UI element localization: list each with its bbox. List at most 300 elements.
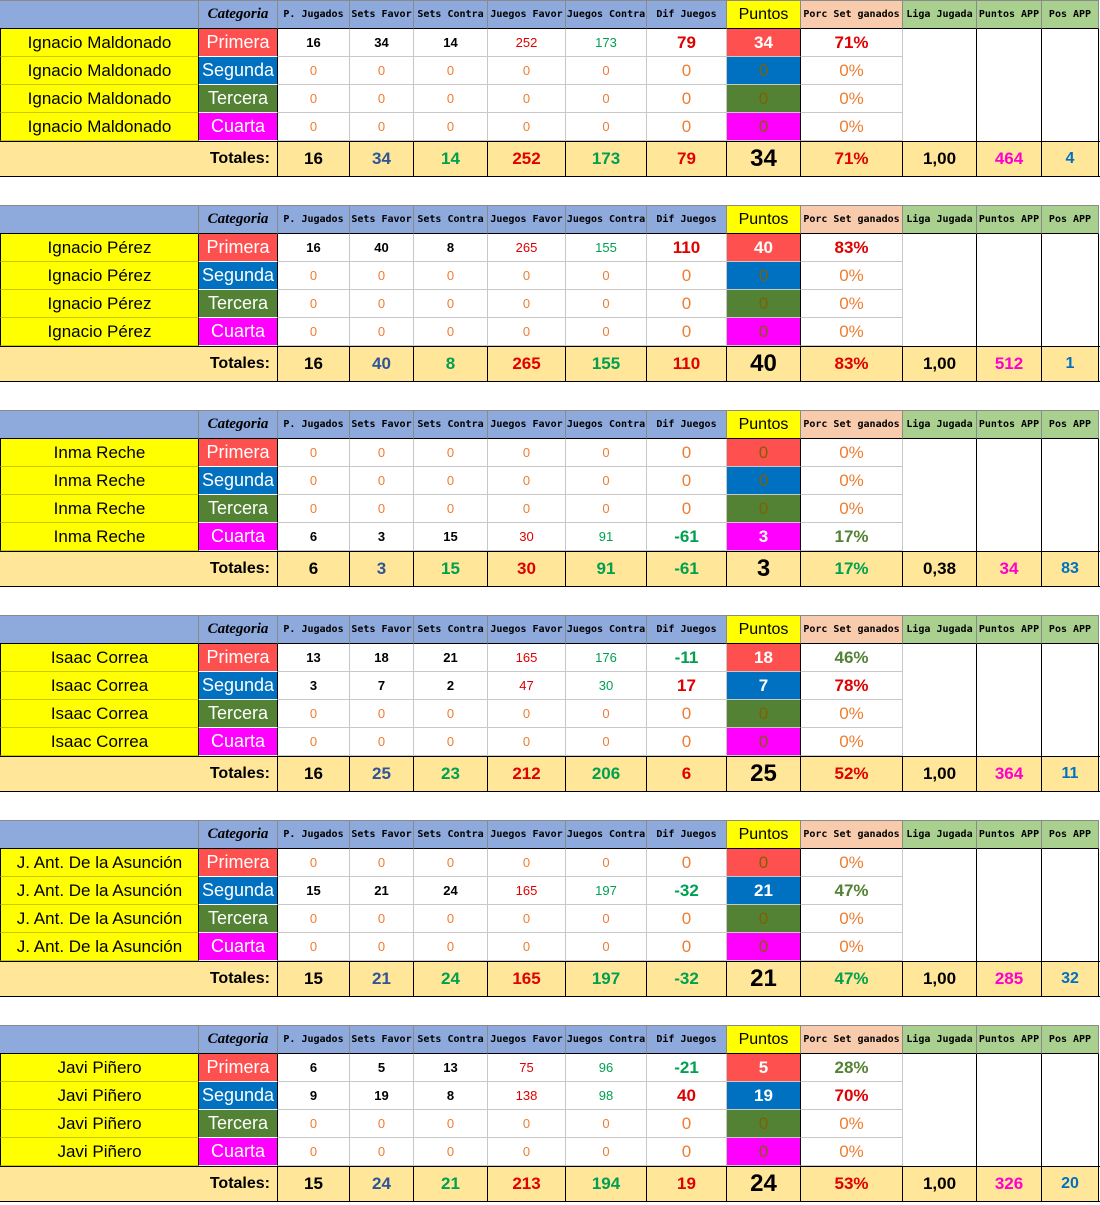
player-name: Javi Piñero <box>0 1082 199 1110</box>
total-jf: 212 <box>488 757 566 791</box>
total-jc: 91 <box>566 552 647 586</box>
app-blank-cell <box>903 644 977 756</box>
cell-sc: 0 <box>414 495 488 523</box>
total-sf: 40 <box>350 347 414 381</box>
cell-pj: 0 <box>278 57 350 85</box>
header-blank <box>0 615 199 644</box>
player-name: Javi Piñero <box>0 1054 199 1082</box>
total-jf: 213 <box>488 1167 566 1201</box>
cell-sf: 0 <box>350 1110 414 1138</box>
header-jc: Juegos Contra <box>566 820 647 849</box>
total-jf: 30 <box>488 552 566 586</box>
total-sf: 21 <box>350 962 414 996</box>
cell-pts: 0 <box>727 290 801 318</box>
cell-jc: 0 <box>566 849 647 877</box>
header-cat: Categoria <box>199 410 278 439</box>
header-pos: Pos APP <box>1042 410 1099 439</box>
header-pts: Puntos <box>727 820 801 849</box>
cell-porc: 0% <box>801 467 903 495</box>
cell-porc: 0% <box>801 113 903 141</box>
cell-pj: 0 <box>278 495 350 523</box>
total-sc: 15 <box>414 552 488 586</box>
cell-pj: 3 <box>278 672 350 700</box>
cell-pj: 0 <box>278 318 350 346</box>
header-cat: Categoria <box>199 0 278 29</box>
cell-pts: 0 <box>727 728 801 756</box>
cell-jc: 155 <box>566 234 647 262</box>
header-dif: Dif Juegos <box>647 410 727 439</box>
total-liga: 1,00 <box>903 142 977 176</box>
header-pos: Pos APP <box>1042 0 1099 29</box>
header-sc: Sets Contra <box>414 820 488 849</box>
cell-jf: 265 <box>488 234 566 262</box>
header-jf: Juegos Favor <box>488 820 566 849</box>
category-label: Tercera <box>199 700 278 728</box>
cell-sf: 21 <box>350 877 414 905</box>
cell-pj: 0 <box>278 290 350 318</box>
cell-pts: 0 <box>727 262 801 290</box>
totals-label: Totales: <box>0 757 278 791</box>
total-pts: 40 <box>727 347 801 381</box>
header-sf: Sets Favor <box>350 205 414 234</box>
cell-dif: 0 <box>647 1110 727 1138</box>
cell-sc: 0 <box>414 728 488 756</box>
category-label: Tercera <box>199 290 278 318</box>
total-liga: 1,00 <box>903 757 977 791</box>
cell-porc: 0% <box>801 1110 903 1138</box>
header-pos: Pos APP <box>1042 1025 1099 1054</box>
cell-jf: 0 <box>488 318 566 346</box>
app-blank-cell <box>1042 849 1099 961</box>
cell-jf: 165 <box>488 644 566 672</box>
cell-jf: 0 <box>488 700 566 728</box>
cell-dif: 0 <box>647 85 727 113</box>
app-blank-cell <box>1042 644 1099 756</box>
cell-jf: 0 <box>488 728 566 756</box>
player-name: Inma Reche <box>0 439 199 467</box>
total-pos: 4 <box>1042 142 1099 176</box>
category-label: Primera <box>199 1054 278 1082</box>
app-blank-cell <box>977 439 1042 551</box>
header-sf: Sets Favor <box>350 1025 414 1054</box>
cell-sc: 21 <box>414 644 488 672</box>
total-papp: 326 <box>977 1167 1042 1201</box>
cell-sc: 0 <box>414 57 488 85</box>
header-sc: Sets Contra <box>414 0 488 29</box>
cell-pts: 0 <box>727 439 801 467</box>
cell-dif: 0 <box>647 495 727 523</box>
player-name: Ignacio Maldonado <box>0 85 199 113</box>
cell-pj: 0 <box>278 467 350 495</box>
cell-dif: 0 <box>647 728 727 756</box>
app-blank-cell <box>977 644 1042 756</box>
total-jf: 165 <box>488 962 566 996</box>
total-dif: 110 <box>647 347 727 381</box>
cell-jc: 0 <box>566 467 647 495</box>
totals-row <box>0 551 1100 587</box>
header-blank <box>0 820 199 849</box>
cell-jf: 30 <box>488 523 566 551</box>
cell-sc: 13 <box>414 1054 488 1082</box>
cell-jf: 0 <box>488 849 566 877</box>
header-porc: Porc Set ganados <box>801 615 903 644</box>
cell-pts: 0 <box>727 700 801 728</box>
cell-sf: 0 <box>350 85 414 113</box>
total-pts: 34 <box>727 142 801 176</box>
header-pts: Puntos <box>727 410 801 439</box>
player-name: Isaac Correa <box>0 644 199 672</box>
cell-sf: 7 <box>350 672 414 700</box>
total-porc: 17% <box>801 552 903 586</box>
total-dif: 6 <box>647 757 727 791</box>
header-sf: Sets Favor <box>350 0 414 29</box>
cell-pj: 16 <box>278 234 350 262</box>
cell-jc: 0 <box>566 495 647 523</box>
cell-sf: 0 <box>350 57 414 85</box>
cell-porc: 71% <box>801 29 903 57</box>
player-name: J. Ant. De la Asunción <box>0 905 199 933</box>
header-liga: Liga Jugada <box>903 0 977 29</box>
player-name: Inma Reche <box>0 523 199 551</box>
total-sc: 8 <box>414 347 488 381</box>
category-label: Cuarta <box>199 113 278 141</box>
player-block <box>0 615 1100 794</box>
player-name: J. Ant. De la Asunción <box>0 849 199 877</box>
app-blank-cell <box>903 234 977 346</box>
total-porc: 53% <box>801 1167 903 1201</box>
header-sc: Sets Contra <box>414 1025 488 1054</box>
cell-jf: 0 <box>488 85 566 113</box>
cell-jc: 98 <box>566 1082 647 1110</box>
cell-jf: 0 <box>488 57 566 85</box>
cell-jc: 0 <box>566 85 647 113</box>
cell-porc: 0% <box>801 728 903 756</box>
total-pj: 16 <box>278 757 350 791</box>
cell-dif: 0 <box>647 290 727 318</box>
cell-sc: 0 <box>414 1138 488 1166</box>
cell-pj: 15 <box>278 877 350 905</box>
cell-porc: 83% <box>801 234 903 262</box>
totals-row <box>0 961 1100 997</box>
total-pts: 21 <box>727 962 801 996</box>
header-porc: Porc Set ganados <box>801 0 903 29</box>
cell-jf: 138 <box>488 1082 566 1110</box>
player-name: J. Ant. De la Asunción <box>0 933 199 961</box>
header-pts: Puntos <box>727 1025 801 1054</box>
header-dif: Dif Juegos <box>647 820 727 849</box>
category-label: Primera <box>199 439 278 467</box>
cell-jf: 0 <box>488 290 566 318</box>
totals-row <box>0 346 1100 382</box>
cell-pj: 0 <box>278 85 350 113</box>
category-label: Cuarta <box>199 1138 278 1166</box>
cell-porc: 0% <box>801 439 903 467</box>
cell-pts: 7 <box>727 672 801 700</box>
cell-sc: 15 <box>414 523 488 551</box>
cell-jf: 0 <box>488 467 566 495</box>
cell-pj: 0 <box>278 849 350 877</box>
player-name: Isaac Correa <box>0 700 199 728</box>
cell-sf: 18 <box>350 644 414 672</box>
header-liga: Liga Jugada <box>903 205 977 234</box>
cell-jc: 0 <box>566 57 647 85</box>
cell-dif: 0 <box>647 700 727 728</box>
total-liga: 1,00 <box>903 962 977 996</box>
cell-pts: 0 <box>727 495 801 523</box>
header-sc: Sets Contra <box>414 615 488 644</box>
header-pj: P. Jugados <box>278 1025 350 1054</box>
cell-sc: 0 <box>414 700 488 728</box>
header-jf: Juegos Favor <box>488 0 566 29</box>
cell-porc: 70% <box>801 1082 903 1110</box>
player-name: Ignacio Maldonado <box>0 29 199 57</box>
player-name: Inma Reche <box>0 495 199 523</box>
cell-pts: 0 <box>727 113 801 141</box>
cell-sf: 19 <box>350 1082 414 1110</box>
cell-porc: 0% <box>801 905 903 933</box>
header-papp: Puntos APP <box>977 615 1042 644</box>
cell-sc: 0 <box>414 933 488 961</box>
cell-pj: 9 <box>278 1082 350 1110</box>
totals-label: Totales: <box>0 552 278 586</box>
cell-jf: 0 <box>488 262 566 290</box>
cell-dif: 0 <box>647 57 727 85</box>
total-dif: 19 <box>647 1167 727 1201</box>
cell-dif: 17 <box>647 672 727 700</box>
player-name: Ignacio Maldonado <box>0 57 199 85</box>
cell-dif: -32 <box>647 877 727 905</box>
totals-row <box>0 756 1100 792</box>
total-porc: 83% <box>801 347 903 381</box>
cell-sc: 0 <box>414 290 488 318</box>
total-liga: 1,00 <box>903 1167 977 1201</box>
total-sc: 21 <box>414 1167 488 1201</box>
header-pos: Pos APP <box>1042 205 1099 234</box>
header-porc: Porc Set ganados <box>801 820 903 849</box>
header-papp: Puntos APP <box>977 820 1042 849</box>
cell-jc: 176 <box>566 644 647 672</box>
cell-jc: 0 <box>566 262 647 290</box>
cell-porc: 0% <box>801 318 903 346</box>
header-jc: Juegos Contra <box>566 0 647 29</box>
cell-pts: 21 <box>727 877 801 905</box>
header-blank <box>0 0 199 29</box>
player-block <box>0 820 1100 999</box>
cell-jc: 0 <box>566 113 647 141</box>
player-name: Javi Piñero <box>0 1110 199 1138</box>
header-sf: Sets Favor <box>350 820 414 849</box>
total-sf: 24 <box>350 1167 414 1201</box>
total-jc: 173 <box>566 142 647 176</box>
cell-sc: 0 <box>414 85 488 113</box>
cell-sf: 40 <box>350 234 414 262</box>
cell-jf: 0 <box>488 1110 566 1138</box>
cell-jf: 252 <box>488 29 566 57</box>
player-name: Ignacio Pérez <box>0 318 199 346</box>
header-sc: Sets Contra <box>414 205 488 234</box>
app-blank-cell <box>977 234 1042 346</box>
category-label: Segunda <box>199 57 278 85</box>
cell-porc: 46% <box>801 644 903 672</box>
total-pts: 24 <box>727 1167 801 1201</box>
category-label: Segunda <box>199 262 278 290</box>
total-jf: 265 <box>488 347 566 381</box>
cell-dif: 0 <box>647 467 727 495</box>
cell-sc: 0 <box>414 1110 488 1138</box>
total-pj: 15 <box>278 1167 350 1201</box>
category-label: Segunda <box>199 467 278 495</box>
cell-pts: 5 <box>727 1054 801 1082</box>
header-porc: Porc Set ganados <box>801 410 903 439</box>
cell-dif: -61 <box>647 523 727 551</box>
cell-porc: 0% <box>801 700 903 728</box>
category-label: Cuarta <box>199 318 278 346</box>
header-sc: Sets Contra <box>414 410 488 439</box>
total-jc: 197 <box>566 962 647 996</box>
cell-pts: 0 <box>727 318 801 346</box>
app-blank-cell <box>1042 439 1099 551</box>
header-jc: Juegos Contra <box>566 615 647 644</box>
app-blank-cell <box>903 439 977 551</box>
cell-sf: 0 <box>350 933 414 961</box>
header-sf: Sets Favor <box>350 615 414 644</box>
cell-porc: 0% <box>801 495 903 523</box>
cell-jc: 0 <box>566 933 647 961</box>
player-name: Isaac Correa <box>0 672 199 700</box>
category-label: Primera <box>199 849 278 877</box>
cell-sc: 14 <box>414 29 488 57</box>
app-blank-cell <box>977 29 1042 141</box>
total-sf: 34 <box>350 142 414 176</box>
cell-porc: 0% <box>801 933 903 961</box>
total-pos: 20 <box>1042 1167 1099 1201</box>
cell-pj: 0 <box>278 1138 350 1166</box>
header-cat: Categoria <box>199 820 278 849</box>
cell-jf: 0 <box>488 113 566 141</box>
cell-jc: 0 <box>566 700 647 728</box>
header-papp: Puntos APP <box>977 205 1042 234</box>
header-jf: Juegos Favor <box>488 615 566 644</box>
cell-jf: 47 <box>488 672 566 700</box>
cell-sc: 0 <box>414 439 488 467</box>
player-block <box>0 205 1100 384</box>
cell-jf: 75 <box>488 1054 566 1082</box>
total-papp: 512 <box>977 347 1042 381</box>
category-label: Tercera <box>199 1110 278 1138</box>
header-porc: Porc Set ganados <box>801 205 903 234</box>
cell-pts: 0 <box>727 905 801 933</box>
cell-pts: 18 <box>727 644 801 672</box>
header-cat: Categoria <box>199 205 278 234</box>
cell-porc: 17% <box>801 523 903 551</box>
cell-sf: 0 <box>350 1138 414 1166</box>
cell-jc: 30 <box>566 672 647 700</box>
totals-row <box>0 1166 1100 1202</box>
total-porc: 47% <box>801 962 903 996</box>
total-porc: 52% <box>801 757 903 791</box>
cell-sf: 0 <box>350 439 414 467</box>
header-dif: Dif Juegos <box>647 615 727 644</box>
cell-pj: 0 <box>278 700 350 728</box>
cell-sc: 2 <box>414 672 488 700</box>
cell-porc: 0% <box>801 849 903 877</box>
cell-pts: 0 <box>727 933 801 961</box>
cell-sc: 8 <box>414 234 488 262</box>
cell-jf: 0 <box>488 933 566 961</box>
total-dif: -61 <box>647 552 727 586</box>
header-row <box>0 0 1100 29</box>
app-blank-cell <box>977 1054 1042 1166</box>
header-blank <box>0 205 199 234</box>
app-blank-cell <box>903 849 977 961</box>
cell-pts: 0 <box>727 85 801 113</box>
cell-pj: 0 <box>278 262 350 290</box>
cell-sf: 0 <box>350 467 414 495</box>
total-liga: 0,38 <box>903 552 977 586</box>
total-papp: 464 <box>977 142 1042 176</box>
cell-pj: 16 <box>278 29 350 57</box>
total-dif: 79 <box>647 142 727 176</box>
cell-porc: 78% <box>801 672 903 700</box>
total-pj: 15 <box>278 962 350 996</box>
header-row <box>0 615 1100 644</box>
total-papp: 34 <box>977 552 1042 586</box>
cell-sf: 0 <box>350 728 414 756</box>
category-label: Primera <box>199 644 278 672</box>
cell-pts: 0 <box>727 1138 801 1166</box>
header-row <box>0 205 1100 234</box>
header-liga: Liga Jugada <box>903 615 977 644</box>
header-liga: Liga Jugada <box>903 410 977 439</box>
cell-sc: 8 <box>414 1082 488 1110</box>
cell-sc: 0 <box>414 318 488 346</box>
header-jf: Juegos Favor <box>488 410 566 439</box>
cell-sf: 0 <box>350 700 414 728</box>
cell-pj: 6 <box>278 523 350 551</box>
player-block <box>0 410 1100 589</box>
total-pts: 25 <box>727 757 801 791</box>
cell-jc: 0 <box>566 439 647 467</box>
cell-dif: 0 <box>647 262 727 290</box>
category-label: Segunda <box>199 877 278 905</box>
cell-dif: 0 <box>647 933 727 961</box>
cell-sf: 0 <box>350 290 414 318</box>
player-name: Ignacio Pérez <box>0 234 199 262</box>
cell-jf: 165 <box>488 877 566 905</box>
cell-porc: 0% <box>801 262 903 290</box>
cell-porc: 0% <box>801 290 903 318</box>
player-name: Ignacio Pérez <box>0 262 199 290</box>
cell-dif: 0 <box>647 318 727 346</box>
header-blank <box>0 1025 199 1054</box>
player-block <box>0 1025 1100 1204</box>
app-blank-cell <box>977 849 1042 961</box>
total-pts: 3 <box>727 552 801 586</box>
category-label: Tercera <box>199 85 278 113</box>
cell-dif: 110 <box>647 234 727 262</box>
cell-sc: 0 <box>414 849 488 877</box>
total-jf: 252 <box>488 142 566 176</box>
cell-sc: 0 <box>414 467 488 495</box>
cell-pj: 13 <box>278 644 350 672</box>
header-pts: Puntos <box>727 205 801 234</box>
cell-pts: 0 <box>727 57 801 85</box>
cell-sf: 0 <box>350 905 414 933</box>
cell-jc: 96 <box>566 1054 647 1082</box>
cell-pts: 0 <box>727 467 801 495</box>
app-blank-cell <box>1042 29 1099 141</box>
header-row <box>0 410 1100 439</box>
